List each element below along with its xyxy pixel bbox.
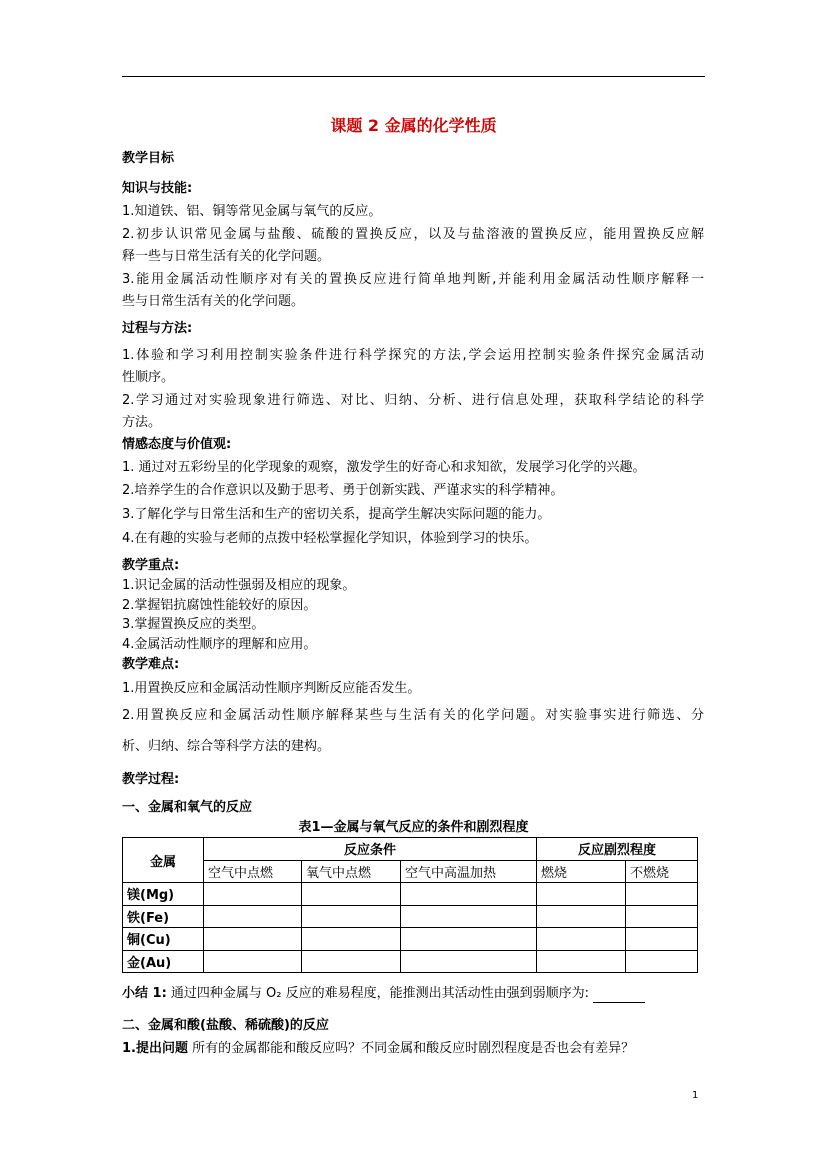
- question-line: [122, 1040, 634, 1058]
- emotion-heading: 情感态度与价值观:: [122, 437, 232, 452]
- emotion-item: 3.了解化学与日常生活和生产的密切关系，提高学生解决实际问题的能力。: [122, 507, 551, 522]
- section2-heading: 二、金属和酸(盐酸、稀硫酸)的反应: [122, 1018, 329, 1033]
- table-cell: [537, 905, 626, 928]
- question-label: 1.提出问题: [122, 1041, 188, 1056]
- condition-header: 反应条件: [204, 838, 537, 861]
- table-row: [123, 950, 698, 973]
- header-rule: [122, 76, 705, 77]
- difficulty-item: 析、归纳、综合等科学方法的建构。: [122, 739, 331, 754]
- process-heading: 过程与方法:: [122, 321, 193, 336]
- keypoint-item: 4.金属活动性顺序的理解和应用。: [122, 637, 317, 652]
- keypoint-item: 3.掌握置换反应的类型。: [122, 617, 265, 632]
- table-cell: [401, 905, 537, 928]
- knowledge-item: 1.知道铁、铝、铜等常见金属与氧气的反应。: [122, 204, 382, 219]
- oxygen-reaction-table: [122, 837, 698, 973]
- process-item: 1.体验和学习利用控制实验条件进行科学探究的方法,学会运用控制实验条件探究金属活动: [122, 348, 704, 363]
- knowledge-item: 3.能用金属活动性顺序对有关的置换反应进行简单地判断,并能利用金属活动性顺序解释一: [122, 272, 704, 287]
- difficulty-item: 1.用置换反应和金属活动性顺序判断反应能否发生。: [122, 681, 421, 696]
- process-item: 性顺序。: [122, 370, 175, 385]
- process-item: 2.学习通过对实验现象进行筛选、对比、归纳、分析、进行信息处理，获取科学结论的科学: [122, 393, 704, 408]
- table-cell: [537, 950, 626, 973]
- table-cell: [401, 928, 537, 951]
- condition-col: 氧气中点燃: [302, 860, 401, 883]
- metal-cell: 铜(Cu): [123, 928, 204, 951]
- process-item: 方法。: [122, 415, 162, 430]
- intensity-header: 反应剧烈程度: [537, 838, 698, 861]
- table-row: [123, 928, 698, 951]
- knowledge-heading: 知识与技能:: [122, 181, 193, 196]
- condition-col: 空气中点燃: [204, 860, 302, 883]
- metal-cell: 铁(Fe): [123, 905, 204, 928]
- table-cell: [626, 928, 698, 951]
- table-row: [123, 905, 698, 928]
- metal-header: 金属: [123, 838, 204, 883]
- table-cell: [626, 883, 698, 906]
- difficulty-item: 2.用置换反应和金属活动性顺序解释某些与生活有关的化学问题。对实验事实进行筛选、分: [122, 708, 704, 723]
- summary-label: 小结 1:: [122, 986, 167, 1001]
- answer-blank: [593, 990, 645, 1003]
- page-title: 课题 2 金属的化学性质: [330, 116, 497, 135]
- difficulties-heading: 教学难点:: [122, 657, 180, 672]
- knowledge-item: 2.初步认识常见金属与盐酸、硫酸的置换反应，以及与盐溶液的置换反应，能用置换反应解: [122, 227, 704, 242]
- summary-line: [122, 985, 645, 1003]
- objectives-heading: 教学目标: [122, 151, 175, 166]
- knowledge-item: 释一些与日常生活有关的化学问题。: [122, 249, 331, 264]
- table-cell: [302, 950, 401, 973]
- metal-cell: 镁(Mg): [123, 883, 204, 906]
- question-text: 所有的金属都能和酸反应吗？不同金属和酸反应时剧烈程度是否也会有差异？: [192, 1041, 635, 1056]
- emotion-item: 1. 通过对五彩纷呈的化学现象的观察，激发学生的好奇心和求知欲，发展学习化学的兴趣。: [122, 460, 646, 475]
- table-cell: [537, 883, 626, 906]
- intensity-col: 不燃烧: [626, 860, 698, 883]
- keypoint-item: 2.掌握铝抗腐蚀性能较好的原因。: [122, 598, 317, 613]
- table-cell: [204, 905, 302, 928]
- table-cell: [204, 928, 302, 951]
- metal-cell: 金(Au): [123, 950, 204, 973]
- page-number: 1: [692, 1090, 699, 1101]
- knowledge-item: 些与日常生活有关的化学问题。: [122, 294, 305, 309]
- table-cell: [401, 883, 537, 906]
- table-row: [123, 883, 698, 906]
- teaching-process-heading: 教学过程:: [122, 772, 180, 787]
- condition-col: 空气中高温加热: [401, 860, 537, 883]
- table-cell: [537, 928, 626, 951]
- section1-heading: 一、金属和氧气的反应: [122, 800, 253, 815]
- emotion-item: 2.培养学生的合作意识以及勤于思考、勇于创新实践、严谨求实的科学精神。: [122, 483, 564, 498]
- table-cell: [401, 950, 537, 973]
- table-cell: [302, 905, 401, 928]
- table-cell: [302, 928, 401, 951]
- keypoint-item: 1.识记金属的活动性强弱及相应的现象。: [122, 578, 356, 593]
- table-cell: [302, 883, 401, 906]
- emotion-item: 4.在有趣的实验与老师的点拨中轻松掌握化学知识，体验到学习的快乐。: [122, 531, 538, 546]
- table-cell: [204, 883, 302, 906]
- table-cell: [626, 905, 698, 928]
- table-cell: [626, 950, 698, 973]
- keypoints-heading: 教学重点:: [122, 558, 180, 573]
- table-caption: 表1—金属与氧气反应的条件和剧烈程度: [298, 820, 529, 835]
- summary-text: 通过四种金属与 O₂ 反应的难易程度，能推测出其活动性由强到弱顺序为:: [170, 986, 590, 1001]
- intensity-col: 燃烧: [537, 860, 626, 883]
- table-cell: [204, 950, 302, 973]
